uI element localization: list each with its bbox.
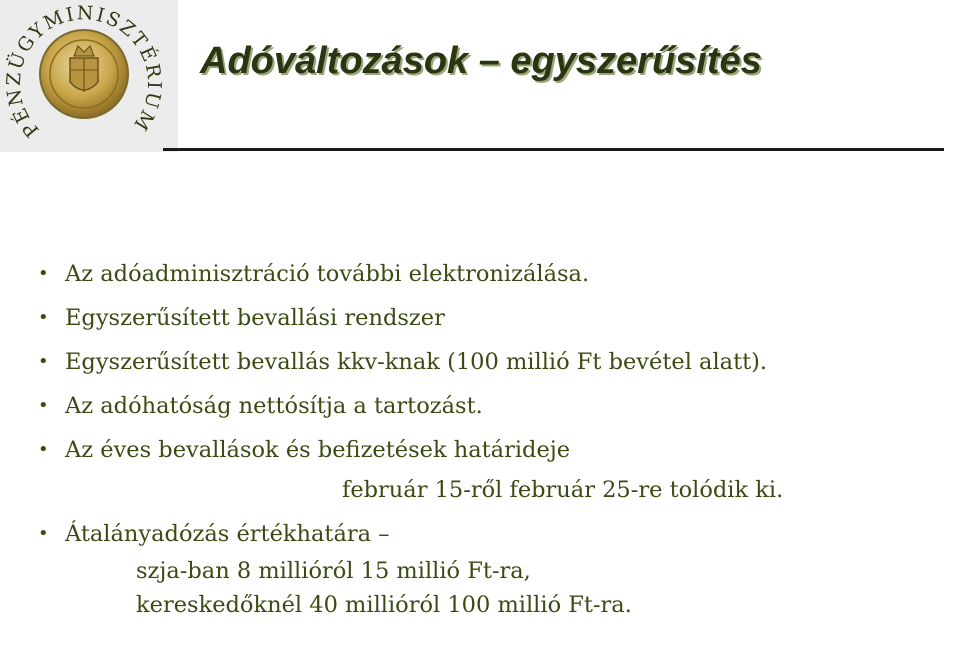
bullet-text: Az éves bevallások és befizetések határideje [65,437,571,463]
bullet-item [38,384,953,428]
bullet-text: Egyszerűsített bevallási rendszer [65,305,445,331]
bullet-icon: • [38,351,49,372]
bullet-item [38,252,953,296]
bullet-continuation: kereskedőknél 40 millióról 100 millió Ft-ra. [136,592,632,618]
bullet-icon: • [38,395,49,416]
bullet-text: Az adóhatóság nettósítja a tartozást. [65,393,483,419]
bullet-list [38,252,953,624]
page-title: Adóváltozások – egyszerűsítés [200,40,762,82]
bullet-continuation: február 15-ről február 25-re tolódik ki. [342,477,784,503]
bullet-continuation: szja-ban 8 millióról 15 millió Ft-ra, [136,558,531,584]
ministry-logo [0,0,178,152]
bullet-item [38,428,953,472]
logo-lettering: PÉNZÜGYMINISZTÉRIUM [2,2,166,142]
title-divider [163,148,944,151]
bullet-icon: • [38,523,49,544]
bullet-icon: • [38,307,49,328]
bullet-item [38,512,953,556]
bullet-icon: • [38,439,49,460]
bullet-text: Az adóadminisztráció további elektronizálása. [65,261,590,287]
bullet-text: Átalányadózás értékhatára – [65,521,390,547]
bullet-item [38,340,953,384]
bullet-item [38,296,953,340]
bullet-icon: • [38,263,49,284]
bullet-text: Egyszerűsített bevallás kkv-knak (100 millió Ft bevétel alatt). [65,349,768,375]
